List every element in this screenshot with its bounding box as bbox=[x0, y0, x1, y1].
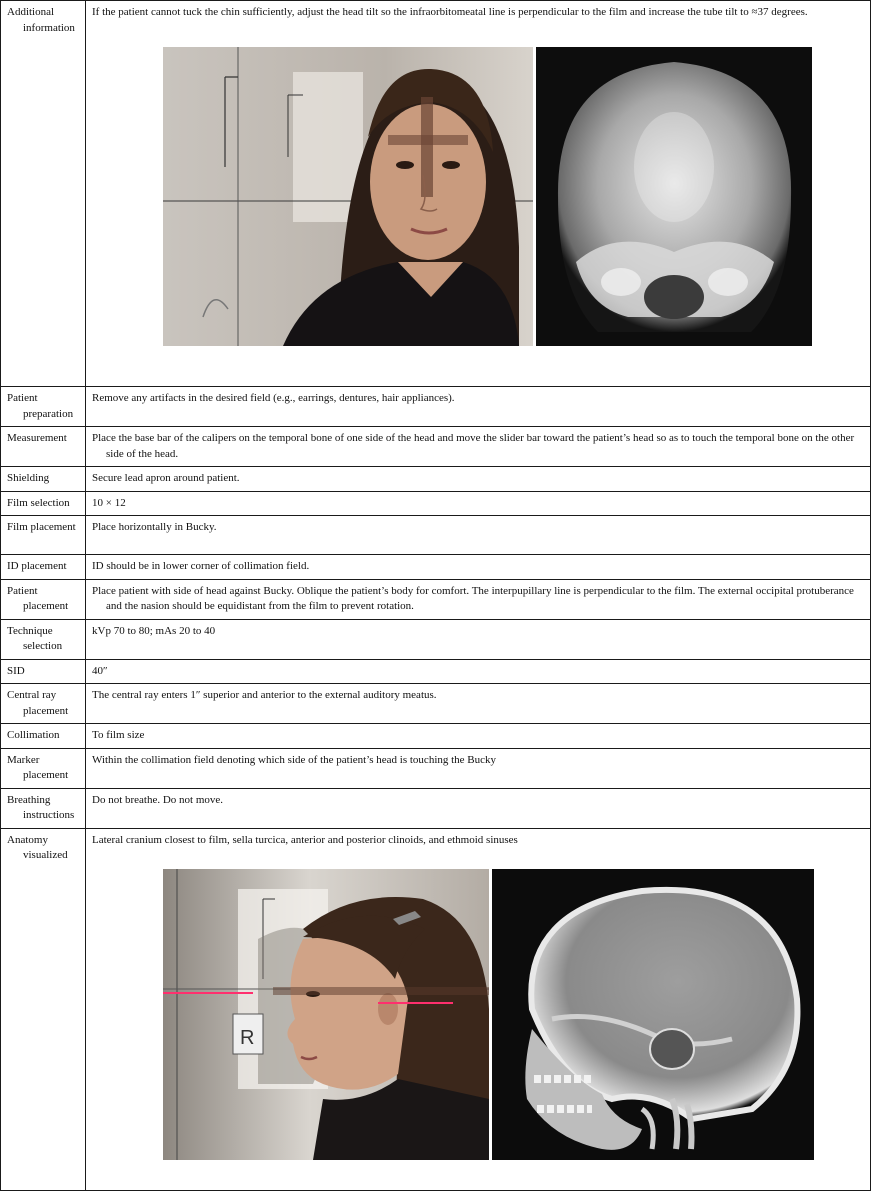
row-breathing-instructions bbox=[1, 788, 871, 828]
row-label: Collimation bbox=[7, 729, 60, 741]
row-label: Breathing instructions bbox=[7, 793, 75, 821]
value-cell bbox=[86, 684, 871, 724]
marker-letter: R bbox=[240, 1027, 255, 1049]
row-value: 40″ bbox=[92, 664, 108, 677]
row-value: If the patient cannot tuck the chin sufficiently, adjust the head tilt so the infraorbitomeatal line is perpendicular to the film and increase the tube tilt to ≈37 degrees. bbox=[92, 6, 808, 18]
row-technique-selection bbox=[1, 619, 871, 659]
row-label: Technique selection bbox=[7, 624, 63, 652]
value-cell bbox=[86, 427, 871, 467]
row-label: Anatomy visualized bbox=[7, 833, 68, 861]
row-value: Place horizontally in Bucky. bbox=[92, 521, 217, 533]
row-film-selection bbox=[1, 491, 871, 516]
row-value: Remove any artifacts in the desired field (e.g., earrings, dentures, hair appliances). bbox=[92, 392, 455, 404]
row-value: Secure lead apron around patient. bbox=[92, 472, 240, 484]
label-cell bbox=[1, 467, 86, 492]
label-cell bbox=[1, 427, 86, 467]
row-value: Within the collimation field denoting which side of the patient’s head is touching the Bucky bbox=[92, 753, 497, 766]
row-label: Patient preparation bbox=[7, 392, 74, 420]
row-value: kVp 70 to 80; mAs 20 to 40 bbox=[92, 624, 216, 637]
label-cell bbox=[1, 619, 86, 659]
row-value: 10 × 12 bbox=[92, 496, 126, 509]
value-cell bbox=[86, 555, 871, 580]
row-patient-preparation bbox=[1, 387, 871, 427]
row-value: The central ray enters 1″ superior and anterior to the external auditory meatus. bbox=[92, 689, 437, 701]
value-cell bbox=[86, 659, 871, 684]
figure-lateral bbox=[92, 869, 864, 1160]
row-additional-information bbox=[1, 1, 871, 387]
label-cell bbox=[1, 1, 86, 387]
label-cell bbox=[1, 659, 86, 684]
value-cell bbox=[86, 1, 871, 387]
xray-lateral bbox=[492, 869, 814, 1160]
value-cell bbox=[86, 387, 871, 427]
patient-photo-lateral bbox=[163, 869, 489, 1160]
row-label: Film selection bbox=[7, 496, 70, 509]
value-cell bbox=[86, 788, 871, 828]
row-central-ray-placement bbox=[1, 684, 871, 724]
row-film-placement bbox=[1, 516, 871, 555]
patient-photo-pa-axial bbox=[163, 47, 533, 346]
row-measurement bbox=[1, 427, 871, 467]
row-shielding bbox=[1, 467, 871, 492]
label-cell bbox=[1, 684, 86, 724]
label-cell bbox=[1, 724, 86, 749]
value-cell bbox=[86, 619, 871, 659]
value-cell bbox=[86, 828, 871, 1190]
row-sid bbox=[1, 659, 871, 684]
label-cell bbox=[1, 491, 86, 516]
row-collimation bbox=[1, 724, 871, 749]
row-label: Marker placement bbox=[7, 753, 69, 781]
value-cell bbox=[86, 724, 871, 749]
label-cell bbox=[1, 828, 86, 1190]
row-anatomy-visualized bbox=[1, 828, 871, 1190]
row-id-placement bbox=[1, 555, 871, 580]
row-patient-placement bbox=[1, 579, 871, 619]
value-cell bbox=[86, 579, 871, 619]
row-value: Place the base bar of the calipers on the temporal bone of one side of the head and move the slider bar toward the patient’s head so as to touch the temporal bone on the other side of the head. bbox=[92, 432, 855, 460]
value-cell bbox=[86, 516, 871, 555]
row-label: Central ray placement bbox=[7, 689, 69, 717]
row-label: SID bbox=[7, 664, 25, 677]
value-cell bbox=[86, 467, 871, 492]
row-value: ID should be in lower corner of collimation field. bbox=[92, 560, 310, 572]
row-label: Patient placement bbox=[7, 584, 69, 612]
label-cell bbox=[1, 748, 86, 788]
row-label: Shielding bbox=[7, 472, 50, 484]
row-label: Additional information bbox=[7, 6, 75, 34]
label-cell bbox=[1, 579, 86, 619]
row-value: Place patient with side of head against Bucky. Oblique the patient’s body for comfort. The interpupillary line is perpendicular to the film. The external occipital protuberance and the nasion should be equidistant from the film to prevent rotation. bbox=[92, 584, 854, 612]
value-cell bbox=[86, 748, 871, 788]
label-cell bbox=[1, 555, 86, 580]
label-cell bbox=[1, 516, 86, 555]
row-value: Do not breathe. Do not move. bbox=[92, 793, 224, 806]
row-label: Film placement bbox=[7, 521, 76, 533]
label-cell bbox=[1, 788, 86, 828]
row-label: ID placement bbox=[7, 560, 67, 572]
figure-pa-axial bbox=[92, 47, 864, 346]
row-label: Measurement bbox=[7, 432, 67, 444]
row-value: To film size bbox=[92, 729, 145, 741]
row-value: Lateral cranium closest to film, sella turcica, anterior and posterior clinoids, and ethmoid sinuses bbox=[92, 833, 518, 846]
row-marker-placement bbox=[1, 748, 871, 788]
label-cell bbox=[1, 387, 86, 427]
value-cell bbox=[86, 491, 871, 516]
xray-pa-axial bbox=[536, 47, 812, 346]
